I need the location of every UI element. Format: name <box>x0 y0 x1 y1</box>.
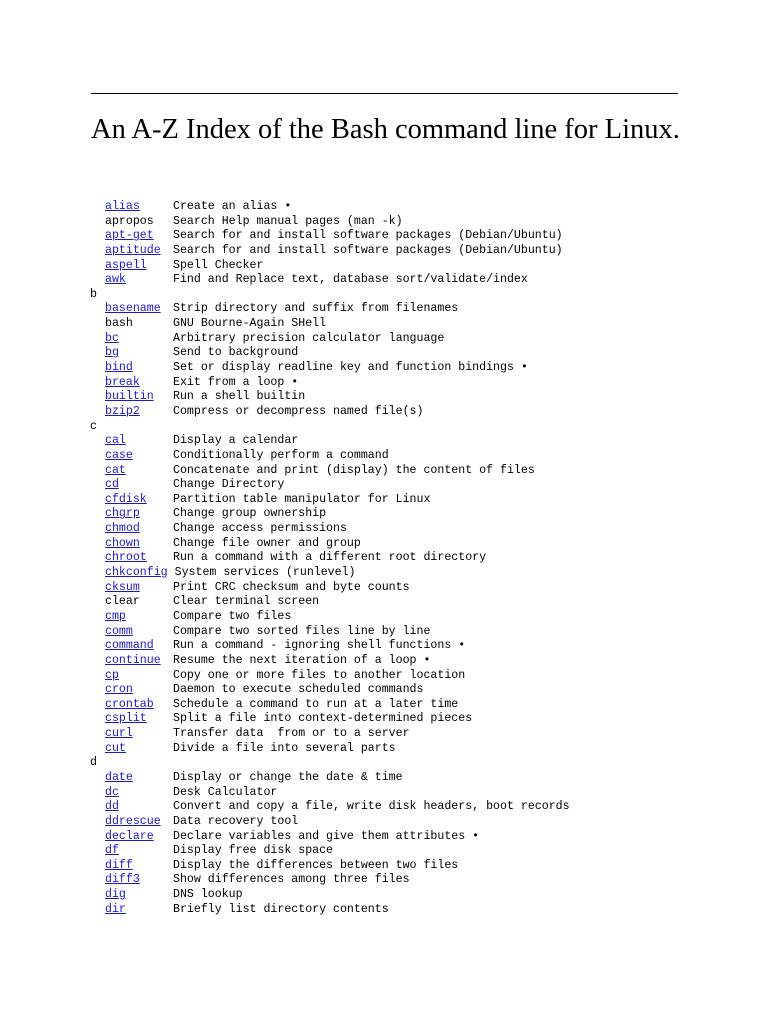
command-row-aptitude <box>90 244 730 259</box>
command-row-dig <box>90 888 730 903</box>
command-link-cron[interactable]: cron <box>105 683 133 697</box>
command-link-chown[interactable]: chown <box>105 536 140 550</box>
command-description: Display free disk space <box>173 844 334 858</box>
command-description: System services (runlevel) <box>174 566 356 580</box>
command-description: Search Help manual pages (man -k) <box>173 214 403 228</box>
command-row-command <box>90 639 730 654</box>
command-row-chown <box>90 537 730 552</box>
command-link-builtin[interactable]: builtin <box>105 390 154 404</box>
command-row-df <box>90 844 730 859</box>
command-description: GNU Bourne-Again SHell <box>173 317 327 331</box>
command-description: Exit from a loop • <box>173 375 299 389</box>
command-description: Resume the next iteration of a loop • <box>173 653 431 667</box>
command-row-break <box>90 376 730 391</box>
command-link-cd[interactable]: cd <box>105 478 119 492</box>
command-row-date <box>90 771 730 786</box>
command-link-dig[interactable]: dig <box>105 888 126 902</box>
command-description: Run a command with a different root directory <box>173 551 487 565</box>
command-row-csplit <box>90 712 730 727</box>
command-description: Compare two files <box>173 609 292 623</box>
command-description: Conditionally perform a command <box>173 448 389 462</box>
command-link-cksum[interactable]: cksum <box>105 580 140 594</box>
command-label-clear: clear <box>105 595 140 609</box>
command-description: Change access permissions <box>173 522 347 536</box>
command-description: Change Directory <box>173 478 285 492</box>
command-link-chmod[interactable]: chmod <box>105 522 140 536</box>
command-link-df[interactable]: df <box>105 844 119 858</box>
command-link-cal[interactable]: cal <box>105 434 126 448</box>
command-index <box>90 200 730 917</box>
command-row-chmod <box>90 522 730 537</box>
command-link-bind[interactable]: bind <box>105 361 133 375</box>
command-link-chkconfig[interactable]: chkconfig <box>105 566 168 580</box>
command-row-bg <box>90 346 730 361</box>
command-link-comm[interactable]: comm <box>105 624 133 638</box>
horizontal-rule <box>91 93 678 94</box>
command-label-apropos: apropos <box>105 214 154 228</box>
command-row-basename <box>90 302 730 317</box>
command-description: Set or display readline key and function bindings • <box>173 361 528 375</box>
command-row-comm <box>90 625 730 640</box>
command-description: Partition table manipulator for Linux <box>173 492 431 506</box>
command-row-bind <box>90 361 730 376</box>
command-row-continue <box>90 654 730 669</box>
command-row-apt-get <box>90 229 730 244</box>
command-description: Arbitrary precision calculator language <box>173 331 445 345</box>
command-description: Strip directory and suffix from filenames <box>173 302 459 316</box>
command-label-bash: bash <box>105 317 133 331</box>
command-description: Compare two sorted files line by line <box>173 624 431 638</box>
command-row-clear <box>90 595 730 610</box>
command-description: Change group ownership <box>173 507 327 521</box>
command-row-case <box>90 449 730 464</box>
command-description: Desk Calculator <box>173 785 278 799</box>
command-link-dir[interactable]: dir <box>105 902 126 916</box>
command-link-continue[interactable]: continue <box>105 653 161 667</box>
command-link-awk[interactable]: awk <box>105 273 126 287</box>
command-link-cp[interactable]: cp <box>105 668 119 682</box>
command-link-chroot[interactable]: chroot <box>105 551 147 565</box>
command-row-curl <box>90 727 730 742</box>
command-link-basename[interactable]: basename <box>105 302 161 316</box>
command-row-cron <box>90 683 730 698</box>
command-link-bc[interactable]: bc <box>105 331 119 345</box>
command-row-crontab <box>90 698 730 713</box>
command-description: Daemon to execute scheduled commands <box>173 683 424 697</box>
command-row-apropos <box>90 215 730 230</box>
command-description: Clear terminal screen <box>173 595 320 609</box>
command-row-declare <box>90 830 730 845</box>
command-row-cut <box>90 742 730 757</box>
command-description: Spell Checker <box>173 258 264 272</box>
command-row-cd <box>90 478 730 493</box>
section-letter-c: c <box>90 419 97 433</box>
command-row-cat <box>90 464 730 479</box>
command-link-alias[interactable]: alias <box>105 200 140 213</box>
command-link-bzip2[interactable]: bzip2 <box>105 404 140 418</box>
command-description: Find and Replace text, database sort/validate/index <box>173 273 528 287</box>
command-link-bg[interactable]: bg <box>105 346 119 360</box>
command-row-dc <box>90 786 730 801</box>
command-row-chroot <box>90 551 730 566</box>
command-row-dir <box>90 903 730 918</box>
command-description: Create an alias • <box>173 200 292 213</box>
command-row-bzip2 <box>90 405 730 420</box>
command-description: Data recovery tool <box>173 814 299 828</box>
command-row-bc <box>90 332 730 347</box>
command-description: Display or change the date & time <box>173 770 403 784</box>
command-row-dd <box>90 800 730 815</box>
command-description: Divide a file into several parts <box>173 741 396 755</box>
command-row-builtin <box>90 390 730 405</box>
command-link-aptitude[interactable]: aptitude <box>105 243 161 257</box>
command-row-chgrp <box>90 507 730 522</box>
command-description: Send to background <box>173 346 299 360</box>
command-description: Concatenate and print (display) the content of files <box>173 463 535 477</box>
command-link-diff[interactable]: diff <box>105 858 133 872</box>
command-description: Search for and install software packages (Debian/Ubuntu) <box>173 243 563 257</box>
command-link-break[interactable]: break <box>105 375 140 389</box>
command-description: Run a command - ignoring shell functions • <box>173 639 466 653</box>
command-link-csplit[interactable]: csplit <box>105 712 147 726</box>
command-row-cp <box>90 669 730 684</box>
command-row-aspell <box>90 259 730 274</box>
command-row-alias <box>90 200 730 215</box>
command-link-cat[interactable]: cat <box>105 463 126 477</box>
command-link-ddrescue[interactable]: ddrescue <box>105 814 161 828</box>
command-description: Show differences among three files <box>173 873 410 887</box>
command-link-diff3[interactable]: diff3 <box>105 873 140 887</box>
command-row-cfdisk <box>90 493 730 508</box>
command-description: Run a shell builtin <box>173 390 306 404</box>
command-link-cut[interactable]: cut <box>105 741 126 755</box>
command-description: Search for and install software packages (Debian/Ubuntu) <box>173 229 563 243</box>
command-link-cfdisk[interactable]: cfdisk <box>105 492 147 506</box>
command-description: Transfer data from or to a server <box>173 727 410 741</box>
command-link-crontab[interactable]: crontab <box>105 697 154 711</box>
command-description: Briefly list directory contents <box>173 902 389 916</box>
section-letter-b: b <box>90 287 97 301</box>
command-description: Schedule a command to run at a later time <box>173 697 459 711</box>
section-letter-d: d <box>90 756 97 770</box>
command-description: Convert and copy a file, write disk headers, boot records <box>173 800 570 814</box>
command-description: DNS lookup <box>173 888 243 902</box>
command-row-diff <box>90 859 730 874</box>
command-link-declare[interactable]: declare <box>105 829 154 843</box>
command-link-apt-get[interactable]: apt-get <box>105 229 154 243</box>
command-description: Split a file into context-determined pieces <box>173 712 473 726</box>
command-link-case[interactable]: case <box>105 448 133 462</box>
command-link-date[interactable]: date <box>105 770 133 784</box>
command-row-ddrescue <box>90 815 730 830</box>
command-link-curl[interactable]: curl <box>105 727 133 741</box>
command-row-bash <box>90 317 730 332</box>
command-row-diff3 <box>90 873 730 888</box>
command-link-cmp[interactable]: cmp <box>105 609 126 623</box>
command-row-cksum <box>90 581 730 596</box>
command-description: Compress or decompress named file(s) <box>173 404 424 418</box>
command-description: Display a calendar <box>173 434 299 448</box>
page-title: An A-Z Index of the Bash command line for Linux. <box>91 114 680 145</box>
command-description: Declare variables and give them attributes • <box>173 829 480 843</box>
command-description: Change file owner and group <box>173 536 361 550</box>
command-link-aspell[interactable]: aspell <box>105 258 147 272</box>
command-row-cal <box>90 434 730 449</box>
command-row-chkconfig <box>90 566 730 581</box>
command-link-command[interactable]: command <box>105 639 154 653</box>
command-link-chgrp[interactable]: chgrp <box>105 507 140 521</box>
command-description: Copy one or more files to another location <box>173 668 466 682</box>
command-description: Display the differences between two files <box>173 858 459 872</box>
command-row-cmp <box>90 610 730 625</box>
command-link-dd[interactable]: dd <box>105 800 119 814</box>
command-link-dc[interactable]: dc <box>105 785 119 799</box>
command-description: Print CRC checksum and byte counts <box>173 580 410 594</box>
command-row-awk <box>90 273 730 288</box>
